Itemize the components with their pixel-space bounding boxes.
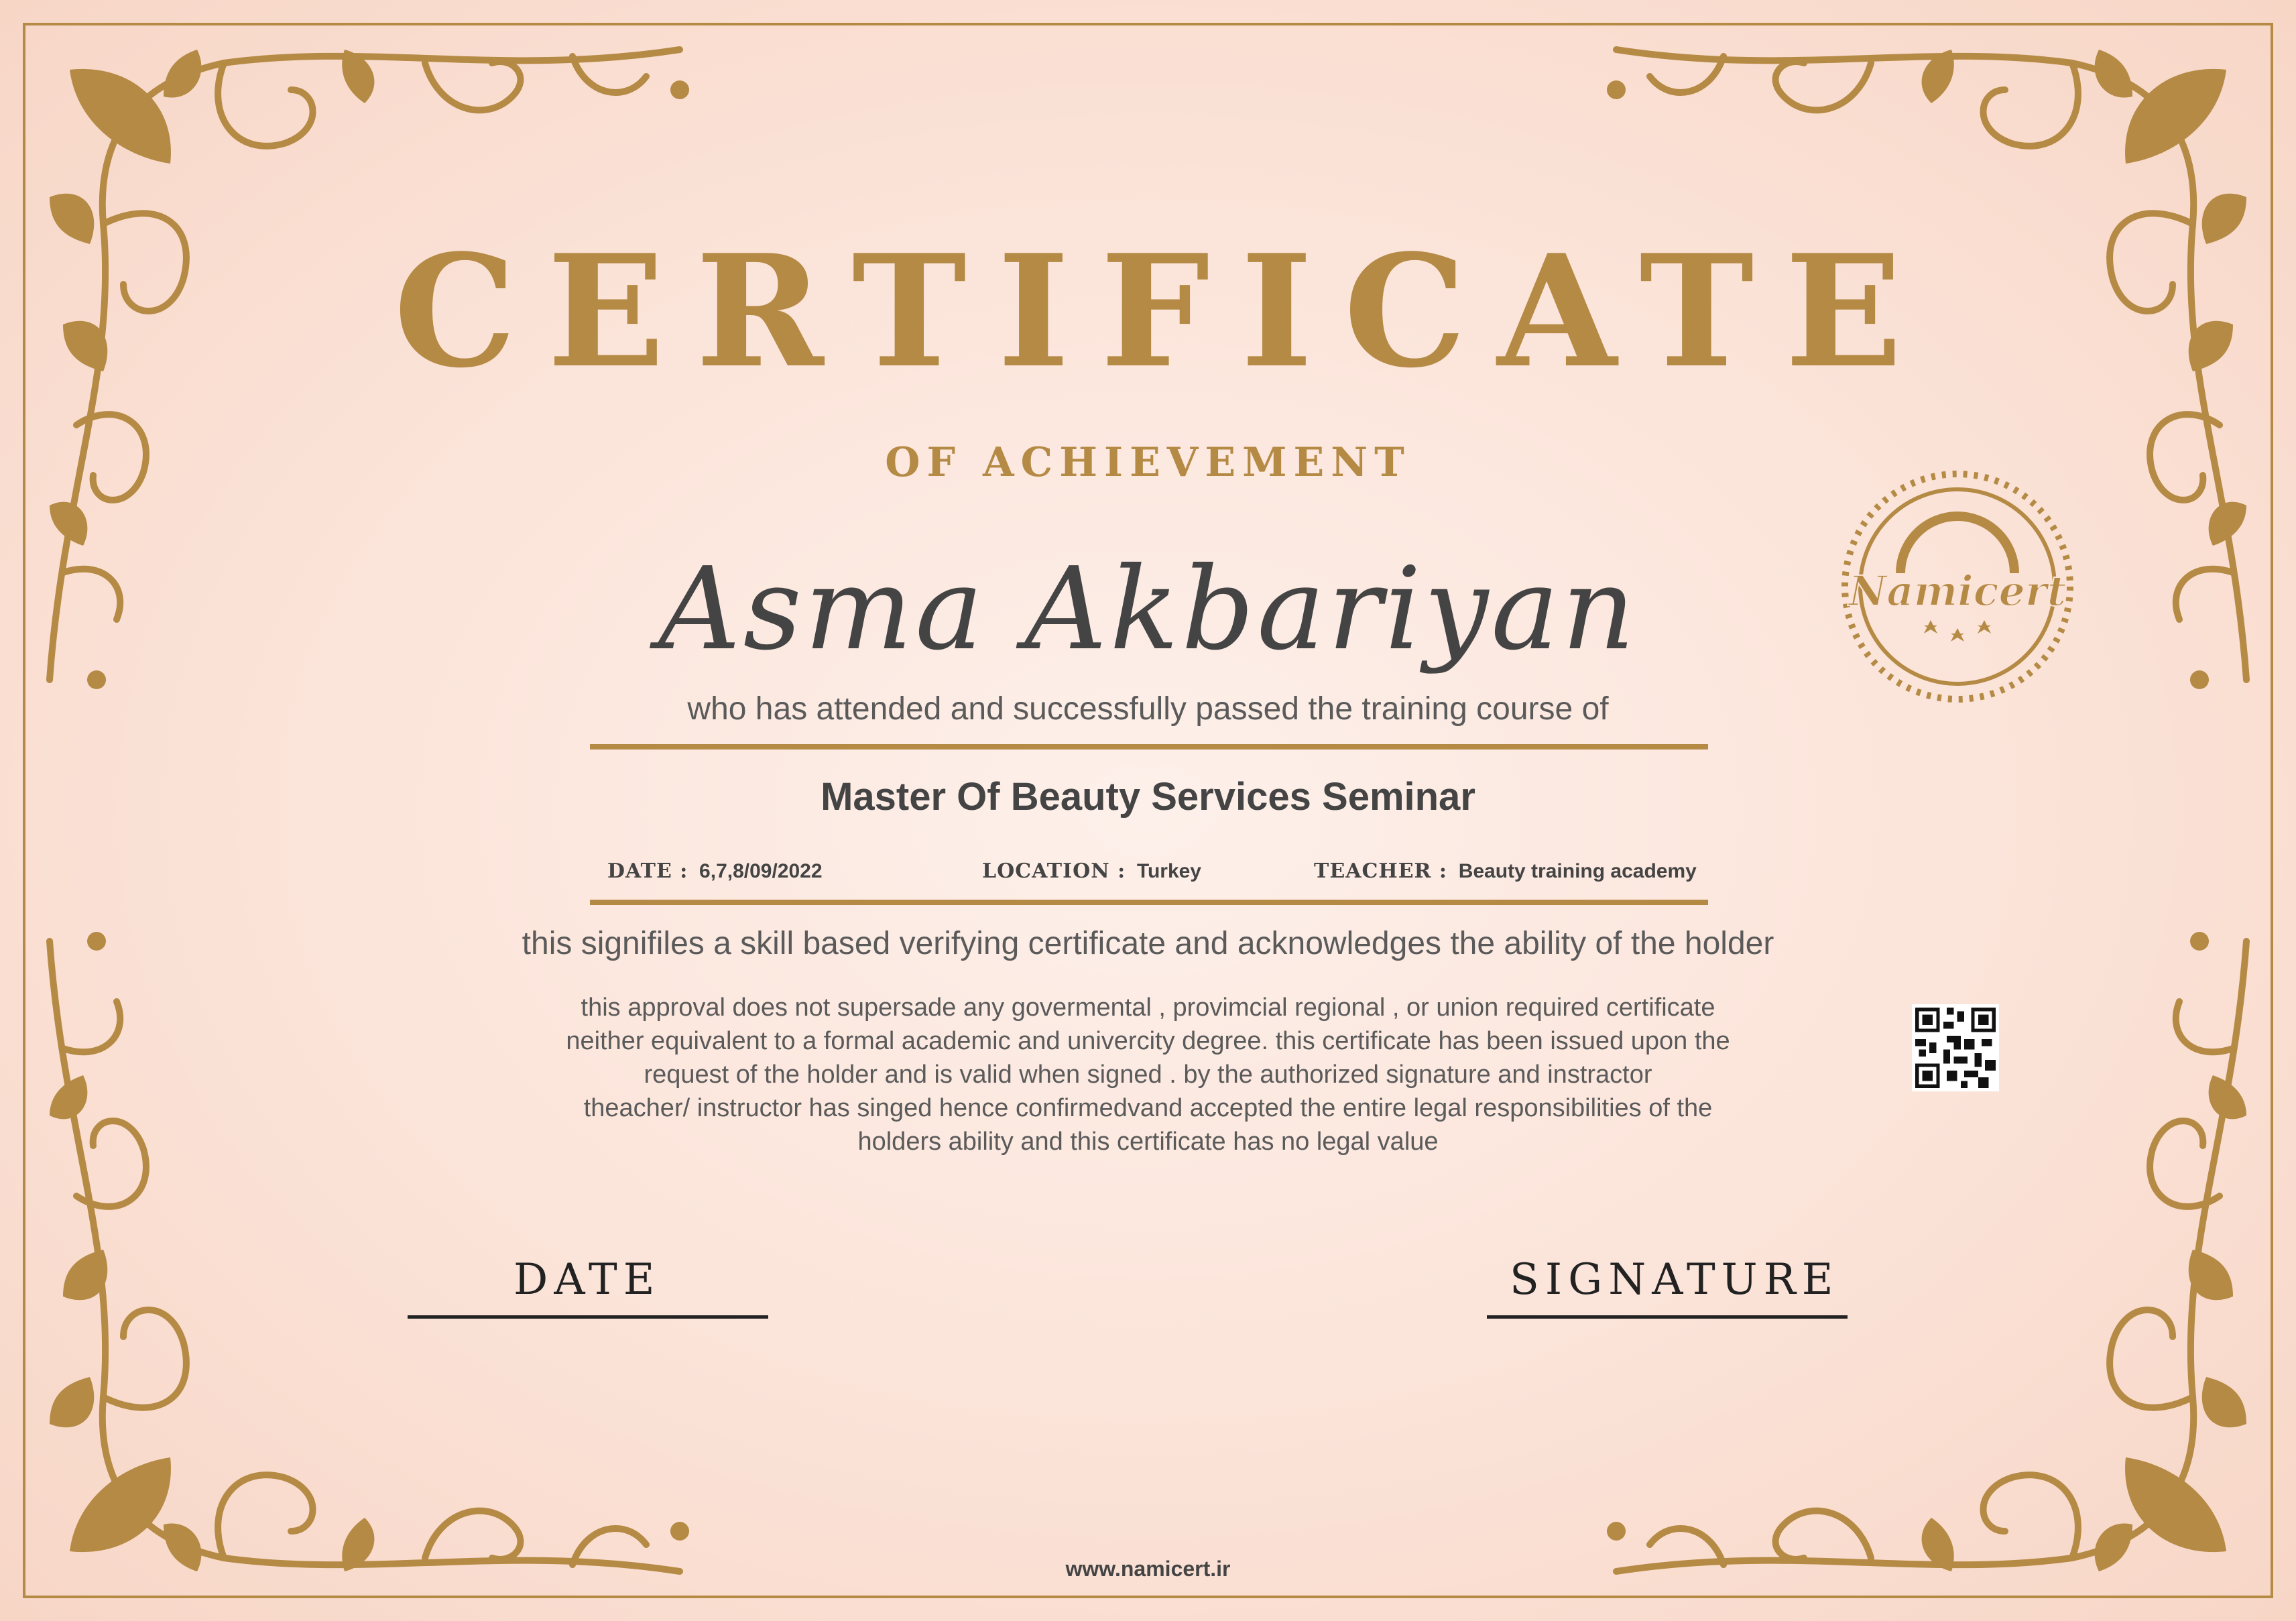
website-link[interactable]: www.namicert.ir [1065, 1557, 1231, 1581]
location-detail-label: LOCATION : [982, 859, 1126, 883]
approval-line: neither equivalent to a formal academic and univercity degree. this certificate has been issued upon the [566, 1027, 1730, 1055]
approval-line: theacher/ instructor has singed hence confirmedvand accepted the entire legal responsibilities of the [583, 1094, 1713, 1122]
date-detail-value: 6,7,8/09/2022 [699, 860, 823, 882]
course-name: Master Of Beauty Services Seminar [821, 775, 1475, 819]
date-detail [607, 859, 823, 883]
recipient-name: Asma Akbariyan [658, 543, 1638, 676]
namicert-seal-icon [1837, 466, 2078, 707]
teacher-detail-label: TEACHER : [1314, 859, 1448, 883]
certificate-title: CERTIFICATE [394, 221, 1933, 402]
attended-statement: who has attended and successfully passed the training course of [687, 691, 1609, 727]
location-detail-value: Turkey [1136, 860, 1201, 882]
date-detail-label: DATE : [607, 859, 688, 883]
teacher-detail-value: Beauty training academy [1458, 860, 1697, 882]
seal-brand: Namicert [1848, 566, 2067, 615]
signifies-statement: this signifiles a skill based verifying certificate and acknowledges the ability of the holder [522, 926, 1774, 961]
approval-disclaimer [469, 991, 1827, 1158]
qr-code-icon [1912, 1004, 1999, 1091]
signature-line [1487, 1315, 1848, 1319]
teacher-detail [1314, 859, 1697, 883]
signature-label: SIGNATURE [1510, 1255, 1839, 1305]
course-bottom-divider [590, 900, 1708, 905]
approval-line: request of the holder and is valid when signed . by the authorized signature and instractor [644, 1061, 1652, 1089]
approval-line: holders ability and this certificate has no legal value [857, 1128, 1439, 1156]
location-detail [982, 859, 1201, 883]
date-signature-label: DATE [513, 1255, 661, 1305]
date-signature-line [408, 1315, 768, 1319]
certificate-subtitle: OF ACHIEVEMENT [885, 439, 1411, 486]
course-top-divider [590, 744, 1708, 749]
approval-line: this approval does not supersade any govermental , provimcial regional , or union required certificate [581, 994, 1715, 1022]
